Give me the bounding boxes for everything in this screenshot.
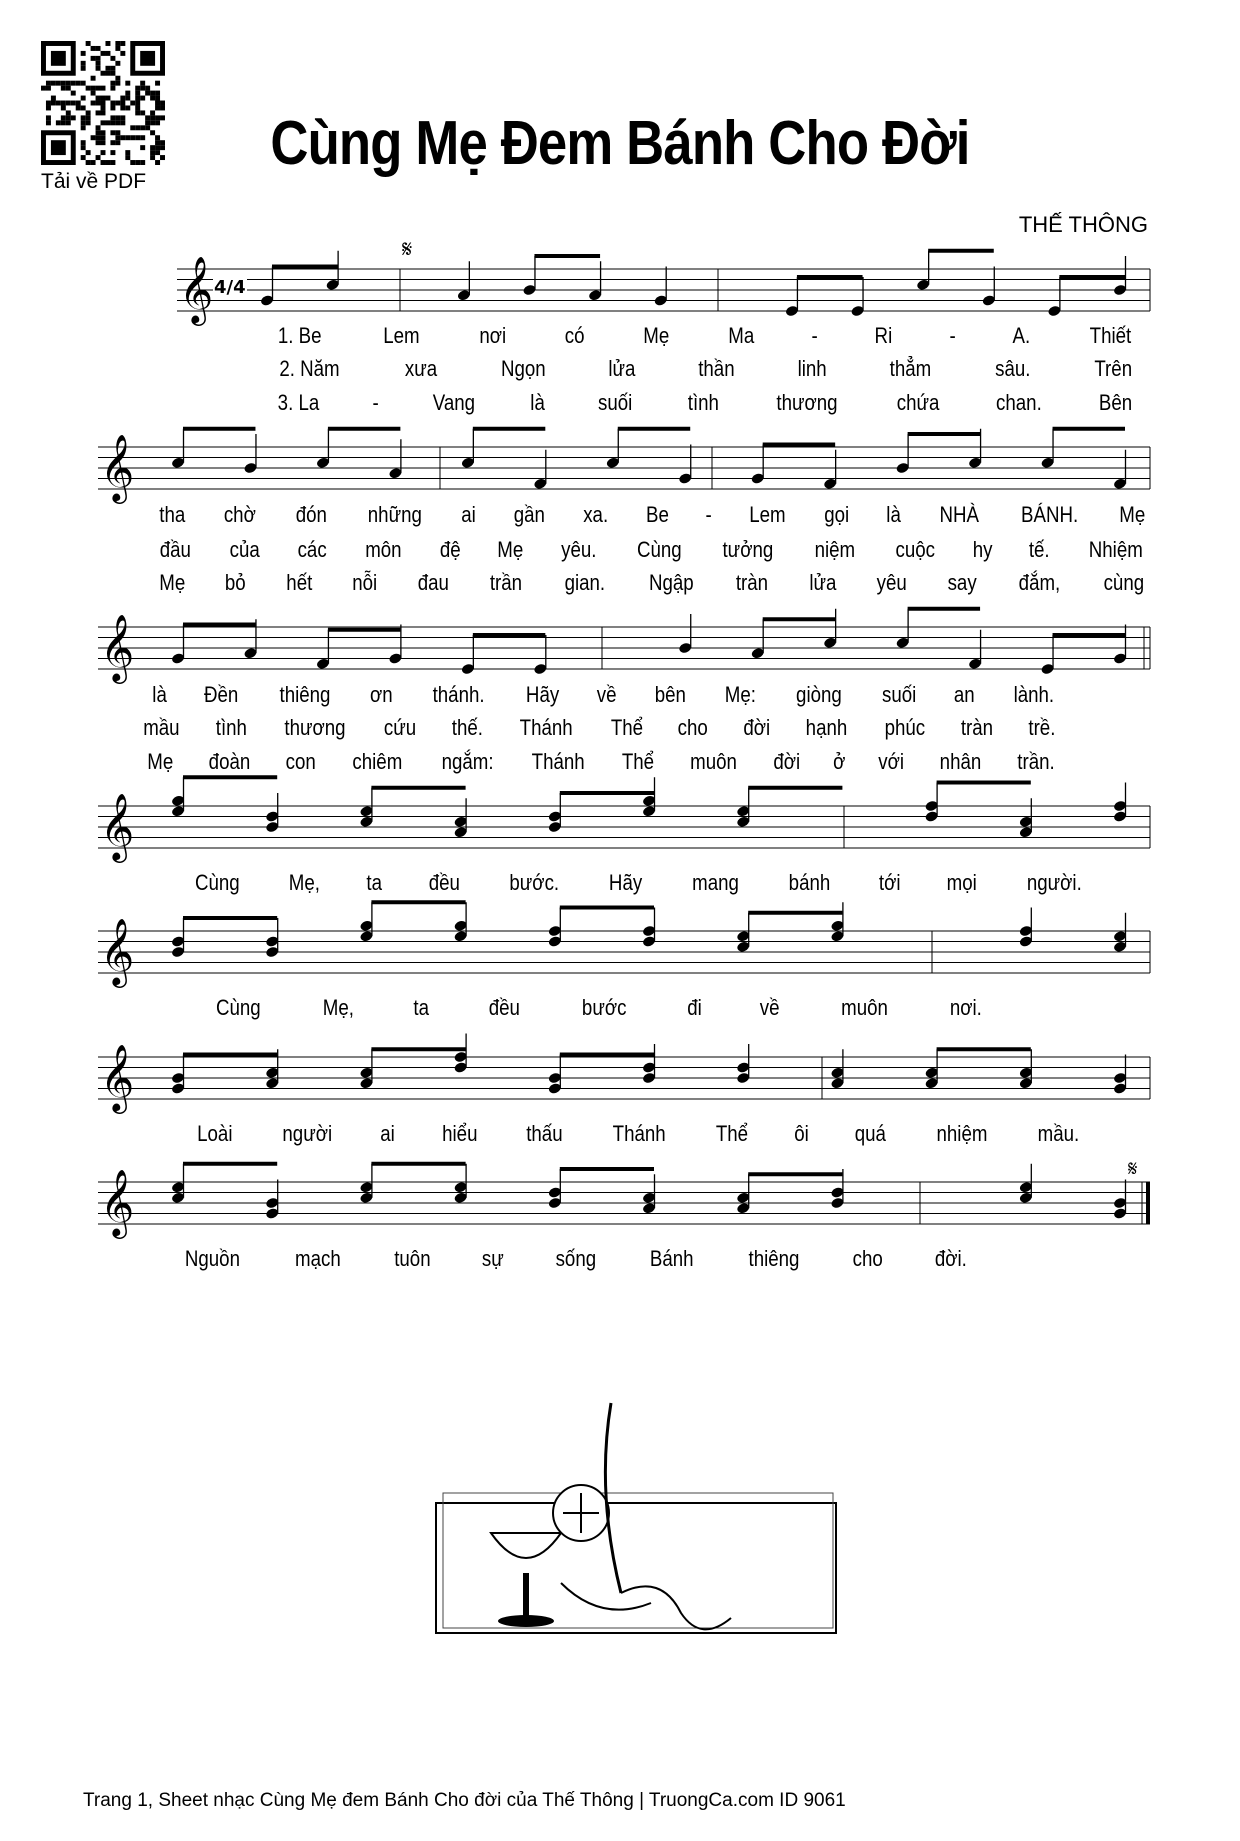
staff (98, 427, 1150, 504)
lyric-syllable: xa. (583, 502, 609, 527)
treble-clef-icon: 𝄞 (100, 917, 135, 985)
segno-icon: 𝄋 (1128, 1157, 1138, 1182)
staff (177, 235, 1150, 326)
lyric-syllable: Mẹ (159, 570, 186, 595)
lyric-syllable: Nhiệm (1089, 537, 1144, 562)
lyric-syllable: bước. (509, 870, 560, 895)
lyric-line (157, 537, 1148, 563)
lyric-syllable: Mẹ: (724, 682, 756, 707)
lyric-syllable: - (949, 323, 956, 348)
page-footer: Trang 1, Sheet nhạc Cùng Mẹ đem Bánh Cho đời của Thế Thông | TruongCa.com ID 9061 (83, 1790, 846, 1811)
lyric-syllable: về (759, 995, 780, 1020)
lyric-syllable: tha (159, 502, 186, 527)
lyric-syllable: Hãy (608, 870, 643, 895)
lyric-syllable: sâu. (995, 356, 1031, 381)
lyric-syllable: những (367, 502, 422, 527)
staff (98, 607, 1150, 684)
lyric-syllable: muôn (690, 749, 738, 774)
lyric-syllable: ngắm: (441, 749, 494, 774)
lyric-syllable: Hãy (525, 682, 559, 707)
lyric-syllable: mang (691, 870, 739, 895)
lyric-syllable: Trên (1093, 356, 1132, 381)
lyric-line (140, 715, 1058, 741)
staff (98, 1157, 1150, 1239)
lyric-syllable: chiêm (352, 749, 403, 774)
lyric-syllable: NHÀ (939, 502, 980, 527)
lyric-syllable: Vang (432, 390, 476, 415)
lyric-syllable: mạch (295, 1246, 341, 1271)
lyric-syllable: đời (773, 749, 801, 774)
lyric-syllable: - (372, 390, 380, 415)
lyric-syllable: tràn (961, 715, 994, 740)
lyric-syllable: nơi. (950, 995, 983, 1020)
lyric-syllable: hạnh (805, 715, 848, 740)
lyric-syllable: hy (972, 537, 993, 562)
lyric-syllable: đầu (159, 537, 191, 562)
lyric-syllable: Loài (197, 1121, 233, 1146)
lyric-syllable: thiêng (748, 1246, 800, 1271)
lyric-syllable: Thể (715, 1121, 748, 1146)
lyric-syllable: say (948, 570, 978, 595)
lyric-syllable: sống (556, 1246, 597, 1271)
lyric-syllable: bước (581, 995, 627, 1020)
lyric-syllable: cùng (1103, 570, 1145, 595)
lyric-syllable: A. (1012, 323, 1030, 348)
lyric-syllable: ơn (370, 682, 393, 707)
lyric-syllable: Bên (1098, 390, 1132, 415)
lyric-syllable: yêu (876, 570, 908, 595)
treble-clef-icon: 𝄞 (100, 792, 135, 860)
lyric-line (212, 995, 985, 1021)
lyric-syllable: thương (284, 715, 346, 740)
lyric-syllable: hết (285, 570, 312, 595)
lyric-syllable: Mẹ (147, 749, 174, 774)
lyric-syllable: ta (366, 870, 383, 895)
lyric-syllable: đều (428, 870, 460, 895)
lyric-syllable: niệm (814, 537, 856, 562)
time-signature: 4/4 (214, 277, 246, 298)
lyric-syllable: người. (1027, 870, 1083, 895)
lyric-syllable: trần (490, 570, 523, 595)
lyric-syllable: của (229, 537, 260, 562)
lyric-syllable: tuôn (394, 1246, 431, 1271)
lyric-syllable: đoàn (208, 749, 251, 774)
lyric-line (180, 1246, 970, 1272)
treble-clef-icon: 𝄞 (100, 1043, 135, 1111)
lyric-syllable: Thể (610, 715, 643, 740)
lyric-syllable: ở (832, 749, 846, 774)
lyric-syllable: bỏ (225, 570, 246, 595)
lyric-syllable: Be (646, 502, 670, 527)
lyric-syllable: chứa (896, 390, 940, 415)
lyric-syllable: trề. (1028, 715, 1056, 740)
lyric-syllable: Cùng (636, 537, 682, 562)
lyric-syllable: nỗi (352, 570, 378, 595)
lyric-syllable: gần (513, 502, 546, 527)
lyric-syllable: Bánh (650, 1246, 695, 1271)
lyric-line (157, 502, 1148, 528)
lyric-syllable: tưởng (722, 537, 774, 562)
lyric-syllable: là (529, 390, 545, 415)
lyric-line (274, 356, 1135, 382)
lyric-syllable: hiểu (441, 1121, 477, 1146)
lyric-line (274, 323, 1135, 349)
lyric-syllable: ôi (794, 1121, 809, 1146)
lyric-line (157, 570, 1148, 596)
lyric-syllable: tình (687, 390, 719, 415)
lyric-syllable: ai (461, 502, 477, 527)
treble-clef-icon: 𝄞 (100, 613, 135, 681)
lyric-syllable: gọi (824, 502, 850, 527)
lyric-syllable: nhân (939, 749, 981, 774)
lyric-syllable: Mẹ, (322, 995, 354, 1020)
lyric-syllable: lành. (1013, 682, 1055, 707)
lyric-syllable: đau (417, 570, 449, 595)
lyric-syllable: sự (482, 1246, 505, 1271)
lyric-syllable: suối (881, 682, 917, 707)
lyric-syllable: an (954, 682, 976, 707)
staff (98, 775, 1150, 863)
lyric-syllable: Thể (621, 749, 655, 774)
lyric-line (145, 749, 1058, 775)
lyric-syllable: 2. Năm (279, 356, 340, 381)
lyric-syllable: người (282, 1121, 333, 1146)
lyric-syllable: thánh. (432, 682, 485, 707)
lyric-syllable: ta (413, 995, 430, 1020)
lyric-syllable: chan. (996, 390, 1043, 415)
lyric-syllable: phúc (884, 715, 925, 740)
lyric-syllable: Lem (383, 323, 420, 348)
lyric-syllable: Mẹ, (288, 870, 320, 895)
lyric-syllable: Thánh (612, 1121, 666, 1146)
lyric-syllable: - (705, 502, 712, 527)
staff (98, 1034, 1150, 1115)
lyric-syllable: thẳm (889, 356, 932, 381)
lyric-syllable: môn (365, 537, 402, 562)
lyric-syllable: Thánh (519, 715, 574, 740)
lyric-syllable: yêu. (561, 537, 597, 562)
treble-clef-icon: 𝄞 (179, 255, 214, 323)
lyric-syllable: là (886, 502, 902, 527)
lyric-syllable: tràn (735, 570, 769, 595)
lyric-syllable: 3. La (277, 390, 320, 415)
lyric-syllable: với (878, 749, 904, 774)
lyric-syllable: tình (215, 715, 247, 740)
lyric-syllable: xưa (404, 356, 437, 381)
lyric-line (274, 390, 1135, 416)
lyric-syllable: đón (295, 502, 327, 527)
lyric-syllable: muôn (840, 995, 888, 1020)
lyric-syllable: Cùng (194, 870, 240, 895)
lyric-syllable: cứu (383, 715, 417, 740)
lyric-syllable: nhiệm (936, 1121, 988, 1146)
lyric-syllable: đi (686, 995, 702, 1020)
lyric-syllable: cuộc (895, 537, 935, 562)
lyric-syllable: thương (776, 390, 838, 415)
lyric-syllable: có (565, 323, 585, 348)
lyric-syllable: các (297, 537, 327, 562)
lyric-syllable: mọi (947, 870, 978, 895)
segno-icon: 𝄋 (402, 235, 413, 263)
lyric-syllable: đắm, (1019, 570, 1061, 595)
download-pdf-label[interactable]: Tải về PDF (41, 170, 147, 193)
lyric-syllable: giòng (795, 682, 842, 707)
lyric-syllable: Nguồn (184, 1246, 240, 1271)
lyric-syllable: lửa (809, 570, 837, 595)
lyric-syllable: ai (380, 1121, 395, 1146)
lyric-syllable: thần (698, 356, 735, 381)
lyric-syllable: tế. (1028, 537, 1050, 562)
lyric-syllable: - (812, 323, 819, 348)
lyric-syllable: mầu (143, 715, 180, 740)
lyric-syllable: Đền (204, 682, 239, 707)
lyric-syllable: quá (855, 1121, 887, 1146)
lyric-syllable: Mẹ (1119, 502, 1146, 527)
lyric-syllable: Mẹ (643, 323, 670, 348)
lyric-syllable: Cùng (215, 995, 261, 1020)
lyric-syllable: lửa (608, 356, 636, 381)
lyric-syllable: mầu. (1037, 1121, 1080, 1146)
composer: THẾ THÔNG (1018, 212, 1148, 237)
lyric-syllable: thấu (525, 1121, 563, 1146)
lyric-syllable: trần. (1017, 749, 1055, 774)
lyric-syllable: Ri (874, 323, 893, 348)
lyric-syllable: về (596, 682, 617, 707)
song-title: Cùng Mẹ Đem Bánh Cho Đời (270, 109, 970, 178)
lyric-syllable: đệ (439, 537, 461, 562)
lyric-syllable: con (286, 749, 317, 774)
lyric-line (194, 1121, 1083, 1147)
eucharist-illustration (431, 1393, 844, 1646)
lyric-syllable: Ngập (648, 570, 694, 595)
lyric-syllable: Lem (749, 502, 786, 527)
lyric-syllable: BÁNH. (1021, 502, 1079, 527)
lyric-line (151, 682, 1058, 708)
staff (98, 900, 1150, 988)
lyric-syllable: đều (488, 995, 520, 1020)
lyric-syllable: bên (654, 682, 686, 707)
lyric-syllable: cho (853, 1246, 884, 1271)
lyric-syllable: Ngọn (500, 356, 546, 381)
lyric-syllable: Mẹ (497, 537, 524, 562)
lyric-syllable: linh (797, 356, 827, 381)
treble-clef-icon: 𝄞 (100, 1168, 135, 1236)
lyric-syllable: nơi (479, 323, 507, 348)
lyric-syllable: suối (598, 390, 633, 415)
lyric-syllable: Thiết (1089, 323, 1132, 348)
lyric-syllable: Thánh (531, 749, 585, 774)
lyric-syllable: đời. (935, 1246, 968, 1271)
lyric-syllable: cho (677, 715, 709, 740)
lyric-syllable: gian. (564, 570, 606, 595)
lyric-syllable: là (152, 682, 167, 707)
lyric-syllable: thế. (451, 715, 483, 740)
lyric-syllable: thiêng (279, 682, 331, 707)
lyric-syllable: đời (742, 715, 770, 740)
lyric-syllable: 1. Be (277, 323, 322, 348)
lyric-syllable: chờ (224, 502, 257, 527)
lyric-syllable: bánh (788, 870, 831, 895)
lyric-syllable: Ma (728, 323, 755, 348)
treble-clef-icon: 𝄞 (100, 433, 135, 501)
lyric-syllable: tới (878, 870, 901, 895)
lyric-line (191, 870, 1087, 896)
